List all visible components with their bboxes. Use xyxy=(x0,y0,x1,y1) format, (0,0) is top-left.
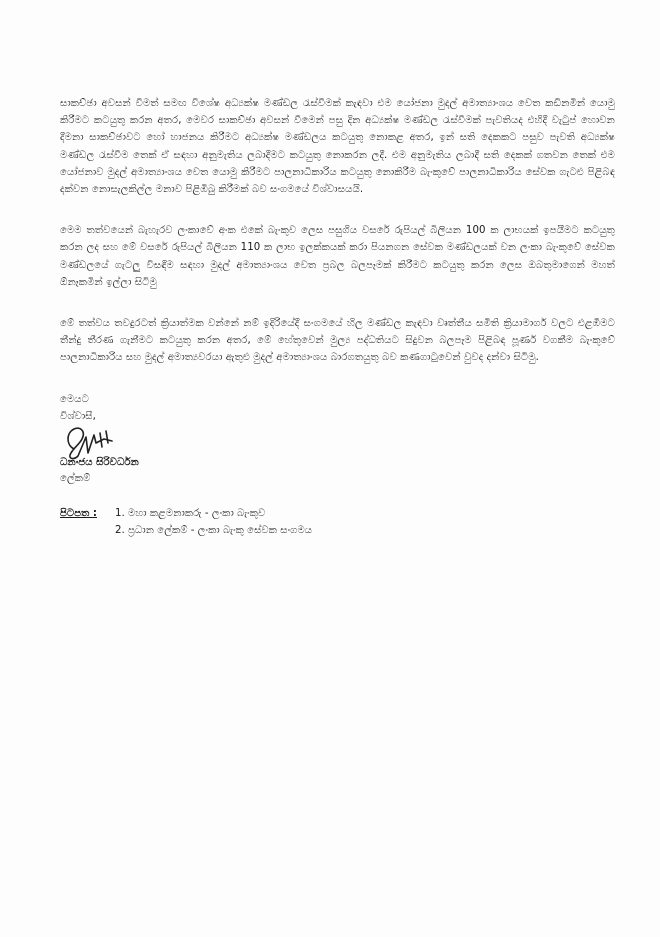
copies-label: පිටපත : xyxy=(60,507,98,519)
paragraph-1: සාකච්ඡා අවසන් වීමත් සමඟ විශේෂ අධ්‍යක්ෂ මණ්ඩල රැස්වීමක් කැඳවා එම යෝජනා මුදල් අමාත්‍යාංශය වෙත කඩිනමින් යොමු කිරීමට කටයුතු කරන අතර, මෙවර සාකච්ඡා අවසන් වීමෙන් පසු දින අධ්‍යක්ෂ මණ්ඩල රැස්වීමක් පැවතියද එහිදී වැටුප් හොවන දීමනා සාකච්ඡාවට හෝ හාජනය කිරීමට අධ්‍යක්ෂ මණ්ඩලය කටයුතු නොකළ අතර, ඉන් සති දෙකකට පසුව පැවති අධ්‍යක්ෂ මණ්ඩල රැස්වීම තෙක් ඒ සඳහා අනුමැතිය ලබාදීමට කටයුතු නොකරන ලදී. එම අනුමැතිය ලබාදී සති දෙකක් ගතවන තෙක් එම යෝජනාව මුදල් අමාත්‍යාංශය වෙත යොමු කිරීමට පාලනාධිකාරිය කටයුතු නොකිරීම බැංකුවේ පාලනාධිකාරිය සේවක ගැටළු පිළිබඳ දක්වන නොසැලකිල්ල මනාව පිළිඹිබු කිරීමක් බව සංගමයේ විශ්වාසයයි. xyxy=(60,98,615,196)
copies-row-1 xyxy=(60,505,615,522)
signature-area xyxy=(60,425,615,455)
closing-block xyxy=(60,391,615,425)
paragraph-3: මේ තත්වය තවදුරටත් ක්‍රියාත්මක වන්නේ නම් ඉදිරියේදී සංගමයේ හිල මණ්ඩල කැඳවා වෘත්තීය සමිති ක්‍රියාමාර්ග වලට එළඹීමට තීන්දු තීරණ ගැනීමට කටයුතු කරන අතර, මේ හේතුවෙන් මුල්‍ය පද්ධතියට සිදුවන බලපෑම පිළිබඳ පූර්ණ වගකීම බැංකුවේ පාලනාධිකාරිය සහ මුදල් අමාත්‍යවරයා ඇතුළු මුදල් අමාත්‍යාංශය බාරගතයුතු බව කණගාටුවෙන් වුවද දන්වා සිටිමු. xyxy=(60,318,615,364)
signer-name: ධනංජය සිරිවර්ධන xyxy=(60,456,139,468)
paragraph-2: මෙම තත්වයෙන් බැහැරව ලංකාවේ අංක එකේ බැංකුව ලෙස පසුගිය වසරේ රුපියල් බිලියන 100 ක ලාභයක් ඉපයීමට කටයුතු කරන ලද සහ මේ වසරේ රුපියල් බිලියන 110 ක ලාභ ඉලක්කයක් කරා පියනගන සේවක මණ්ඩලයක් වන ලංකා බැංකුවේ සේවක මණ්ඩලයේ ගැටලු විසඳීම සඳහා මුදල් අමාත්‍යාංශය වෙත ප්‍රබල බලපෑමක් කිරීමට කටයුතු කරන ලෙස ඔබතුමාගෙන් මහත් ඕනෑකමින් ඉල්ලා සිටිමු xyxy=(60,225,615,288)
closing-line-2: විශ්වාසී, xyxy=(60,410,96,422)
letter-body xyxy=(60,95,615,539)
copy-item-1: 1. මහා කළමනාකරු - ලංකා බැංකුව xyxy=(115,507,266,519)
closing-line-1: මෙයට xyxy=(60,393,89,405)
signer-title: ලේකම් xyxy=(60,472,91,484)
handwritten-signature-icon xyxy=(60,419,130,463)
copies-row-2 xyxy=(60,522,615,539)
copies-block xyxy=(60,505,615,539)
copy-item-2: 2. ප්‍රධාන ලේකම් - ලංකා බැංකු සේවක සංගමය xyxy=(115,524,313,536)
